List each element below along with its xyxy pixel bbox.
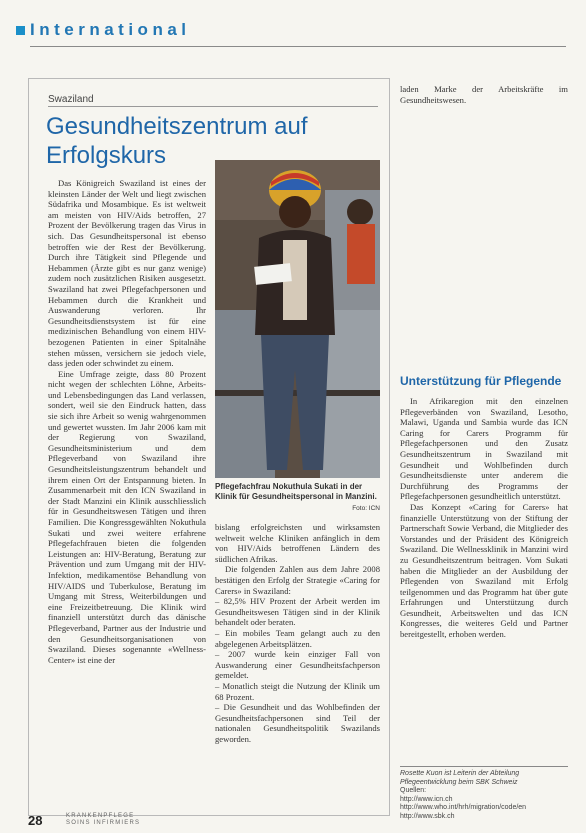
list-item: – 2007 wurde kein einziger Fall von Auswanderung einer Gesundheitsfachperson gemeldet. [215,649,380,681]
section-marker [16,26,25,35]
paragraph: Die folgenden Zahlen aus dem Jahre 2008 bestätigen den Erfolg der Strategie «Caring for Carers» in Swaziland: [215,564,380,596]
column-3-bottom [400,396,568,640]
author-note: Rosette Kuon ist Leiterin der Abteilung Pflegeentwicklung beim SBK Schweiz [400,770,520,786]
caption-text: Pflegefachfrau Nokuthula Sukati in der Klinik für Gesundheitspersonal in Manzini. [215,482,377,501]
footer-publication [66,813,140,827]
source-link[interactable]: http://www.icn.ch [400,795,453,803]
header-rule [30,46,566,47]
list-item: – Ein mobiles Team gelangt auch zu den abgelegenen Arbeitsplätzen. [215,627,380,649]
sources-rule [400,766,568,767]
list-item: – Die Gesundheit und das Wohlbefinden der Gesundheitsfachpersonen sind Teil der nationalen Gesundheitspolitik Swazilands geworden. [215,702,380,744]
list-item: – 82,5% HIV Prozent der Arbeit werden im Gesundheitswesen Tätigen sind in der Klinik behandelt oder beraten. [215,596,380,628]
column-1 [48,178,206,665]
photo-credit: Foto: ICN [352,504,380,512]
photo-illustration [215,160,380,478]
paragraph: laden Marke der Arbeitskräfte im Gesundheitswesen. [400,84,568,105]
footer-line: KRANKENPFLEGE [66,813,135,819]
photo-caption [215,482,380,513]
section-title: International [30,20,191,39]
sources-box [400,770,568,822]
page-number: 28 [28,813,43,828]
paragraph: bislang erfolgreichsten und wirksamsten weltweit welche Kliniken anfänglich in dem von HIV/Aids betroffenen Ländern des südlichen Afrikas. [215,522,380,564]
source-link[interactable]: http://www.sbk.ch [400,812,455,820]
headline: Gesundheitszentrum auf Erfolgskurs [46,113,308,169]
kicker: Swaziland [48,94,94,105]
column-2 [215,522,380,744]
footer-line: SOINS INFIRMIERS [66,820,141,826]
photo-nurse [215,160,380,478]
kicker-rule [48,106,378,107]
paragraph: Das Konzept «Caring for Carers» hat finanzielle Unterstützung von der Stiftung der Partnerschaft Sowie Verband, die Mitglieder des Vorstandes und der Präsident des Königreich Swaziland. Die Wellnessklinik in Manzini wird zu Gesundheitszentrum beitragen. Vom Sukati haben die Mitglieder an der Ausbildung der Pflegenden von Swaziland mit Erfolg teilgenommen und das Programm hat über gute Erfahrungen und Unterstützung durch Gesundheit, Arbeitswelten und das ICN Kongresses, die weiteres Geld und Partner bereitgestellt, erhoben werden. [400,501,568,640]
paragraph: Eine Umfrage zeigte, dass 80 Prozent nicht wegen der schlechten Löhne, Arbeits- und Lebensbedingungen das Land verlassen, sondert, weil sie den Eindruck hatten, dass sie sich ihre Arbeit so wenig wahrgenommen und gewertet wussten. Im Jahr 2006 kam mit der Regierung von Swaziland, Gesundheitsministerium und dem Pflegeverband von Swaziland ihre Gesundheitsleistungszentrum behandelt und ihrem einen Ort der Entspannung bieten. In Zusammenarbeit mit den ICN Swaziland in der Stadt Manzini ein Klinik ausschliesslich für in Gesundheitswesen Tätigen und ihren Familien. Die Kongressgewählten Nokuthula Sukati und zwei weitere erfahrene Pflegefachfrauen bieten die folgenden Leistungen an: HIV-Beratung, Beratung zur Prävention und zum Umgang mit der HIV-Infektion, medikamentöse Behandlung von HIV/AIDS und Tuberkulose, Beratung im Umgang mit Stress, Weiterbildungen und eine Freizeitbetreuung. Die Klinik wird finanziell unterstützt durch das dänische Pflegeverband, Partner aus der Industrie und den Gesundheitsorganisationen von Swaziland. Dieses sogenannte «Wellness-Center» ist eine der [48,368,206,665]
paragraph: Das Königreich Swaziland ist eines der kleinsten Länder der Welt und liegt zwischen Südafrika und Mosambique. Es ist weltweit am meisten von HIV/Aids betroffen, 27 Prozent der Bevölkerung tragen das Virus in sich. Das Gesundheitspersonal ist ebenso betroffen wie der Rest der Bevölkerung. Durch ihre Tätigkeit sind Pflegende und Hebammen (Ärzte gibt es nur ganz wenige) zudem noch zusätzlichen Risiken ausgesetzt. Swaziland hat zwei Pflegefachpersonen und Hebammen durch die Krankheit und Auswanderung verloren. Ihr Gesundheitsdienstsystem ist für eine medizinischen Behandlung von einem HIV-bezogenen Patienten in einer Spitalnähe stehen müssen, versichern sie jedoch viele, dass jeden oder schwindet zu einem. [48,178,206,369]
list-item: – Monatlich steigt die Nutzung der Klinik um 68 Prozent. [215,680,380,702]
subheading: Unterstützung für Pflegende [400,374,562,388]
source-link[interactable]: http://www.who.int/hrh/migration/code/en [400,804,527,812]
paragraph: In Afrikaregion mit den einzelnen Pflegeverbänden von Swaziland, Lesotho, Malawi, Uganda und Sambia wurde das ICN Caring for Carers Programm für Pflegefachpersonen und den Zusatz Gesundheitszentrum in Swaziland mit Gesundheit und Wohlbefinden durch Gesundheitsdienste unter anderem die Durchführung des Programms der Pflegefachpersonen gesundheitlich unterstützt. [400,396,568,502]
source-label: Quellen: [400,787,427,795]
column-3-top [400,84,568,105]
